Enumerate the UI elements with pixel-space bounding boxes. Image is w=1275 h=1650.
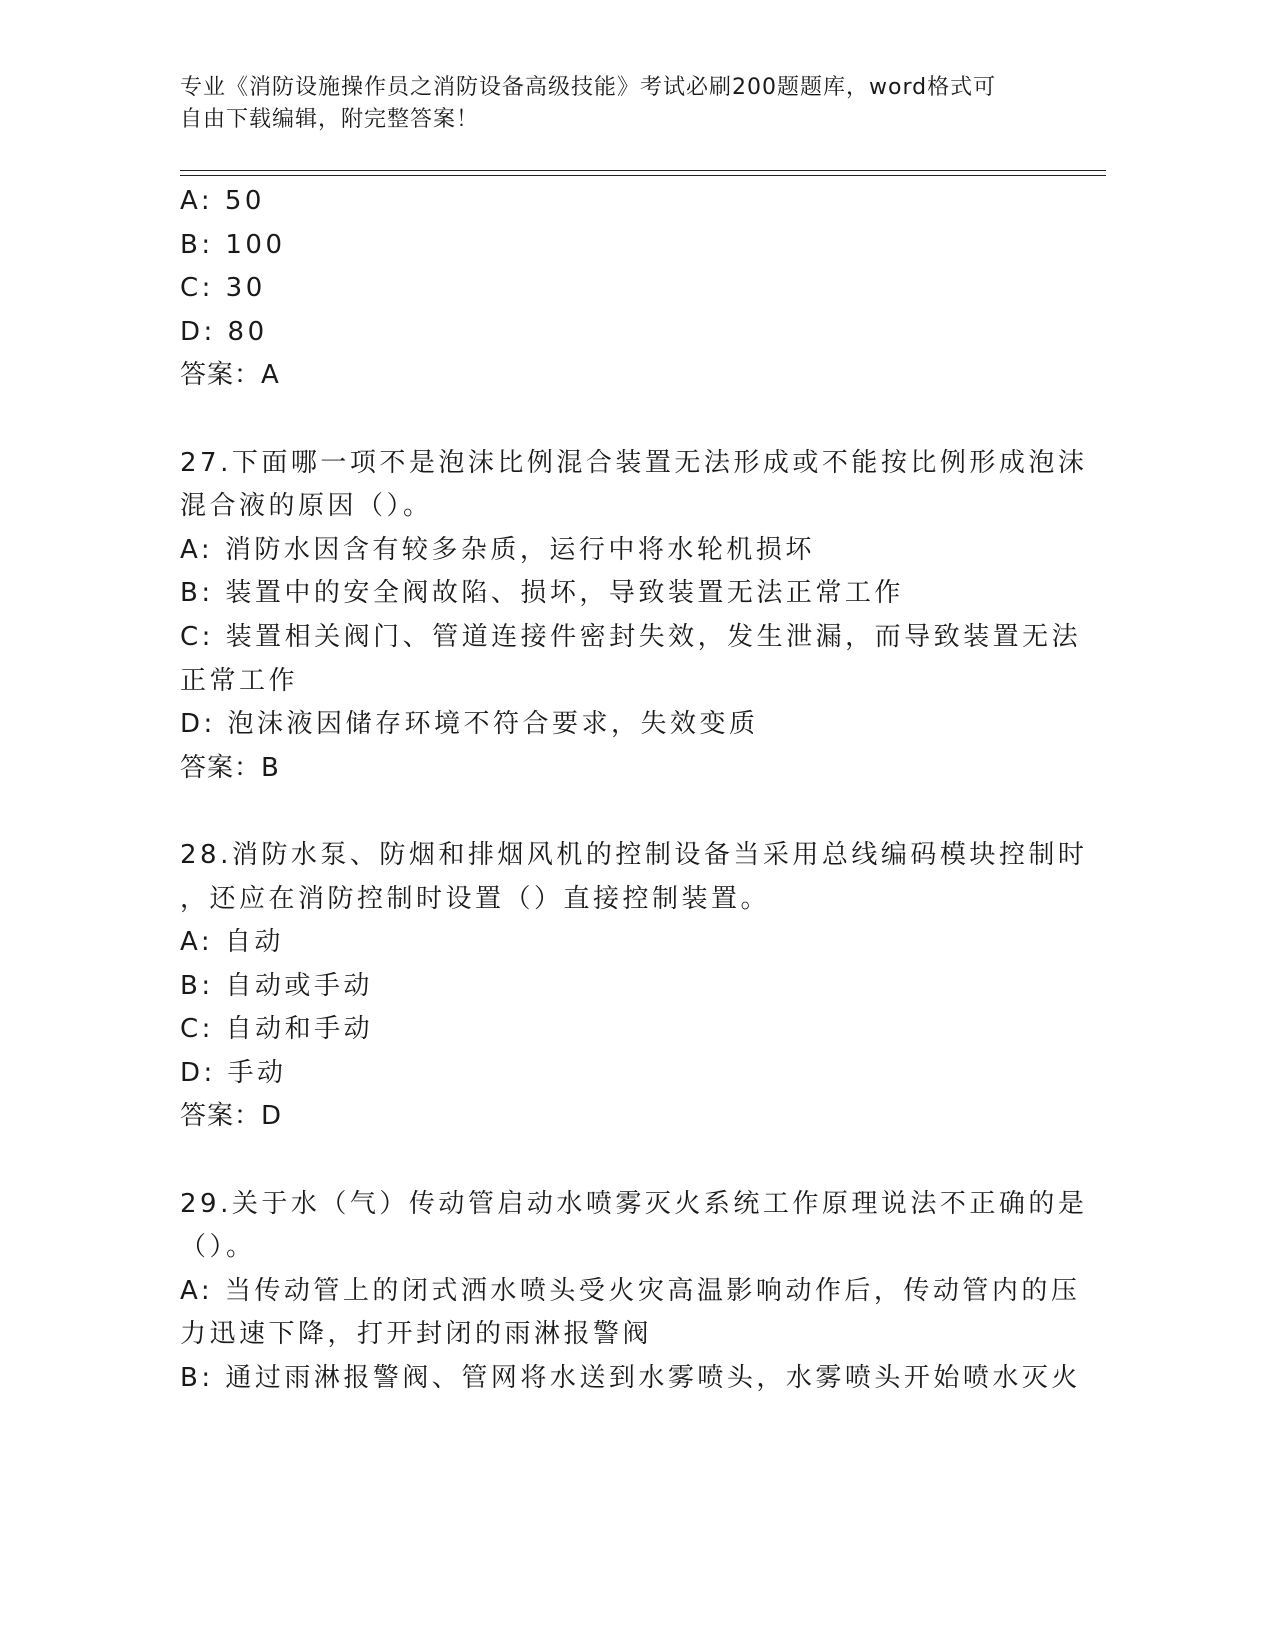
question-26-tail bbox=[180, 180, 1040, 398]
question-stem-line: （）。 bbox=[180, 1232, 256, 1263]
option-c: C: 装置相关阀门、管道连接件密封失效，发生泄漏，而导致装置无法 bbox=[180, 621, 1082, 652]
option-b: B: 通过雨淋报警阀、管网将水送到水雾喷头，水雾喷头开始喷水灭火 bbox=[180, 1363, 1081, 1394]
document-header bbox=[180, 72, 1040, 136]
option-c-continued: 正常工作 bbox=[180, 665, 299, 696]
option-a: A: 消防水因含有较多杂质，运行中将水轮机损坏 bbox=[180, 534, 815, 565]
option-b: B: 自动或手动 bbox=[180, 970, 373, 1001]
question-28 bbox=[180, 834, 1088, 1139]
header-divider-bottom bbox=[180, 175, 1106, 176]
option-a-continued: 力迅速下降，打开封闭的雨淋报警阀 bbox=[180, 1319, 653, 1350]
option-c: C: 30 bbox=[180, 273, 266, 304]
answer: 答案：A bbox=[180, 360, 280, 391]
spacer bbox=[180, 1139, 1040, 1183]
option-a: A: 50 bbox=[180, 186, 265, 216]
question-27 bbox=[180, 442, 1088, 791]
answer: 答案：D bbox=[180, 1101, 283, 1132]
answer: 答案：B bbox=[180, 752, 280, 783]
option-b: B: 100 bbox=[180, 229, 286, 260]
header-line-1: 专业《消防设施操作员之消防设备高级技能》考试必刷200题题库，word格式可 bbox=[180, 75, 997, 100]
question-stem-line: 28.消防水泵、防烟和排烟风机的控制设备当采用总线编码模块控制时 bbox=[180, 839, 1088, 870]
option-a: A: 当传动管上的闭式洒水喷头受火灾高温影响动作后，传动管内的压 bbox=[180, 1275, 1081, 1306]
option-a: A: 自动 bbox=[180, 927, 284, 958]
question-stem-line: 27.下面哪一项不是泡沫比例混合装置无法形成或不能按比例形成泡沫 bbox=[180, 447, 1088, 478]
question-stem-line: ，还应在消防控制时设置（）直接控制装置。 bbox=[180, 883, 771, 914]
spacer bbox=[180, 398, 1040, 442]
option-d: D: 泡沫液因储存环境不符合要求，失效变质 bbox=[180, 709, 759, 740]
option-d: D: 手动 bbox=[180, 1057, 287, 1088]
option-c: C: 自动和手动 bbox=[180, 1014, 374, 1045]
question-content bbox=[180, 180, 1088, 1401]
header-line-2: 自由下载编辑，附完整答案！ bbox=[180, 107, 480, 132]
spacer bbox=[180, 790, 1040, 834]
option-d: D: 80 bbox=[180, 316, 268, 347]
question-29 bbox=[180, 1183, 1088, 1401]
option-b: B: 装置中的安全阀故陷、损坏，导致装置无法正常工作 bbox=[180, 578, 904, 609]
header-divider-top bbox=[180, 170, 1106, 171]
question-stem-line: 混合液的原因（）。 bbox=[180, 491, 433, 522]
question-stem-line: 29.关于水（气）传动管启动水喷雾灭火系统工作原理说法不正确的是 bbox=[180, 1188, 1088, 1219]
